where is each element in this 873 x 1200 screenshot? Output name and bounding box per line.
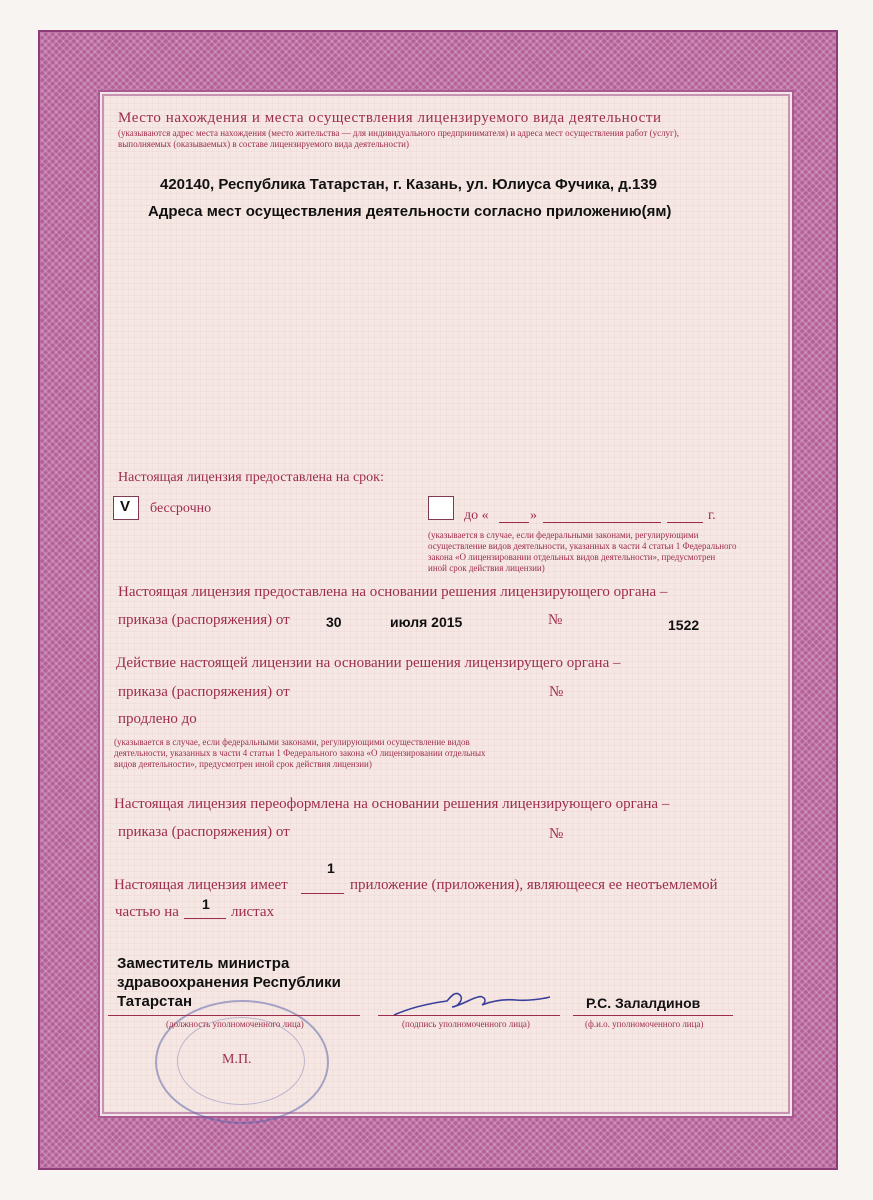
term-hint-2: осуществление видов деятельности, указанных в части 4 статьи 1 Федерального bbox=[428, 541, 737, 551]
extension-line: Действие настоящей лицензии на основании решения лицензирущего органа – bbox=[116, 655, 621, 671]
position-line-1: Заместитель министра bbox=[117, 955, 290, 972]
extension-hint-2: деятельности, указанных в части 4 статьи 1 Федерального закона «О лицензировании отдельных bbox=[114, 748, 486, 758]
reissue-line: Настоящая лицензия переоформлена на основании решения лицензирующего органа – bbox=[114, 796, 670, 812]
until-checkbox bbox=[428, 496, 454, 520]
until-day-line bbox=[499, 522, 529, 523]
position-caption: (должность уполномоченного лица) bbox=[166, 1019, 304, 1029]
stamp-placeholder-label: М.П. bbox=[222, 1052, 252, 1067]
basis-line: Настоящая лицензия предоставлена на основании решения лицензирующего органа – bbox=[118, 584, 668, 600]
name-underline bbox=[573, 1015, 733, 1016]
basis-order-label: приказа (распоряжения) от bbox=[118, 612, 290, 628]
signatory-name: Р.С. Залалдинов bbox=[586, 995, 701, 1011]
term-label: Настоящая лицензия предоставлена на срок: bbox=[118, 470, 384, 485]
location-hint-2: выполняемых (оказываемых) в составе лицензируемого вида деятельности) bbox=[118, 139, 409, 149]
extension-number-sign: № bbox=[549, 684, 564, 700]
reissue-number-sign: № bbox=[549, 826, 564, 842]
address-line: 420140, Республика Татарстан, г. Казань, ул. Юлиуса Фучика, д.139 bbox=[160, 176, 657, 193]
sheets-suffix: листах bbox=[231, 904, 275, 920]
extension-hint-3: видов деятельности», предусмотрен иной срок действия лицензии) bbox=[114, 759, 372, 769]
until-quote: » bbox=[530, 508, 537, 523]
extension-order-label: приказа (распоряжения) от bbox=[118, 684, 290, 700]
appendix-count: 1 bbox=[327, 860, 335, 876]
basis-day: 30 bbox=[326, 614, 342, 630]
basis-month-year: июля 2015 bbox=[390, 614, 463, 630]
signature-caption: (подпись уполномоченного лица) bbox=[402, 1019, 530, 1029]
extended-until-label: продлено до bbox=[118, 711, 197, 727]
extension-hint-1: (указывается в случае, если федеральными законами, регулирующими осуществление видов bbox=[114, 737, 470, 747]
sheet-count: 1 bbox=[202, 896, 210, 912]
appendix-suffix: приложение (приложения), являющееся ее неотъемлемой bbox=[350, 877, 718, 893]
unlimited-checkbox bbox=[113, 496, 139, 520]
until-month-line bbox=[543, 522, 661, 523]
position-line-2: здравоохранения Республики bbox=[117, 974, 341, 991]
appendix-count-line bbox=[301, 893, 344, 894]
until-year-suffix: г. bbox=[708, 508, 716, 523]
until-year-line bbox=[667, 522, 703, 523]
location-title: Место нахождения и места осуществления лицензируемого вида деятельности bbox=[118, 110, 662, 126]
appendix-prefix: Настоящая лицензия имеет bbox=[114, 877, 288, 893]
term-hint-4: иной срок действия лицензии) bbox=[428, 563, 545, 573]
basis-number: 1522 bbox=[668, 617, 700, 633]
location-hint-1: (указываются адрес места нахождения (место жительства — для индивидуального предпринимателя) и адреса мест осуществления работ (услуг), bbox=[118, 128, 679, 138]
name-caption: (ф.и.о. уполномоченного лица) bbox=[585, 1019, 704, 1029]
reissue-order-label: приказа (распоряжения) от bbox=[118, 824, 290, 840]
sheets-prefix: частью на bbox=[115, 904, 179, 920]
term-hint-1: (указывается в случае, если федеральными законами, регулирующими bbox=[428, 530, 699, 540]
addresses-note: Адреса мест осуществления деятельности согласно приложению(ям) bbox=[148, 203, 672, 220]
term-hint-3: закона «О лицензировании отдельных видов деятельности», предусмотрен bbox=[428, 552, 716, 562]
position-underline bbox=[108, 1015, 360, 1016]
until-prefix: до « bbox=[464, 508, 489, 523]
checkbox-mark: V bbox=[120, 498, 131, 515]
basis-number-sign: № bbox=[548, 612, 563, 628]
sheet-count-line bbox=[184, 918, 226, 919]
position-line-3: Татарстан bbox=[117, 993, 193, 1010]
signature-underline bbox=[378, 1015, 560, 1016]
unlimited-label: бессрочно bbox=[150, 501, 212, 516]
